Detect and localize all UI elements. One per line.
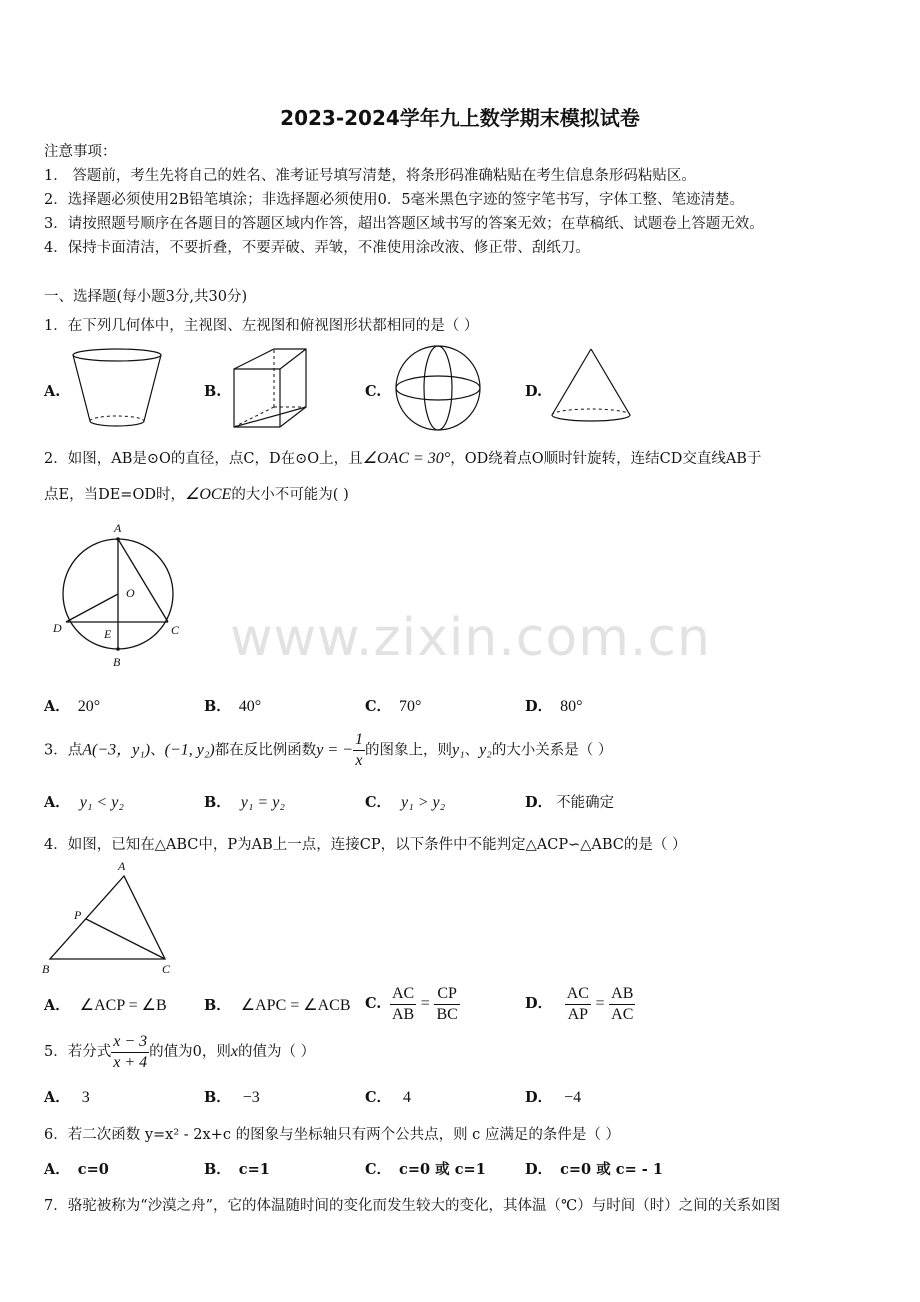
cup-frustum-figure [70, 345, 166, 431]
q2-option-d-label: D． [525, 698, 553, 715]
q6-option-c-value: c=0 或 c=1 [399, 1161, 486, 1178]
q6-option-d-value: c=0 或 c= - 1 [560, 1161, 663, 1178]
notice-item: 4．保持卡面清洁，不要折叠，不要弄破、弄皱，不准使用涂改液、修正带、刮纸刀。 [44, 240, 590, 256]
q2-text: 2．如图，AB是⊙O的直径，点C，D在⊙O上，且 [44, 451, 363, 467]
q7-stem: 7．骆驼被称为“沙漠之舟”，它的体温随时间的变化而发生较大的变化，其体温（℃）与时间（时）之间的关系如图 [44, 1198, 781, 1214]
q5-fraction-numerator: x − 3 [111, 1032, 149, 1053]
q4-option-a-value: ∠ACP = ∠B [79, 997, 167, 1014]
notice-item: 1． 答题前，考生先将自己的姓名、准考证号填写清楚，将条形码准确粘贴在考生信息条形码粘贴区。 [44, 168, 696, 184]
q3-y1: y₁ [451, 741, 465, 759]
q2-angle-oce: ∠OCE [184, 486, 232, 503]
notice-item: 3．请按照题号顺序在各题目的答题区域内作答，超出答题区域书写的答案无效；在草稿纸、试题卷上答题无效。 [44, 216, 764, 232]
q4-d-numerator-2: AB [609, 984, 635, 1005]
q4-c-numerator-2: CP [434, 984, 459, 1005]
q1-option-a-label: A. [44, 383, 61, 400]
q5-text: 的值为0，则 [149, 1044, 231, 1060]
notice-item: 2．选择题必须使用2B铅笔填涂；非选择题必须使用0．5毫米黑色字迹的签字笔书写，字体工整、笔迹清楚。 [44, 192, 745, 208]
notice-heading: 注意事项： [44, 144, 117, 160]
q3-text: 、 [150, 742, 165, 759]
q2-option-b-label: B． [204, 698, 231, 715]
q2-option-c-label: C． [365, 698, 392, 715]
triangle-abc-figure [38, 856, 184, 978]
q6-option-b-value: c=1 [238, 1161, 270, 1178]
q4-d-numerator-1: AC [565, 984, 591, 1005]
q3-text: 的图象上，则 [364, 742, 452, 759]
q4-d-denominator-1: AP [567, 1005, 589, 1023]
q3-point-b: (−1, y₂) [164, 741, 215, 759]
q5-text: 5．若分式 [44, 1044, 112, 1060]
point-label-e: E [104, 627, 112, 641]
q2-option-a-label: A． [44, 698, 70, 715]
q5-fraction-denominator: x + 4 [113, 1053, 148, 1071]
q5-option-c-label: C． [365, 1089, 392, 1106]
page-title: 2023-2024学年九上数学期末模拟试卷 [280, 106, 640, 130]
q2-option-b-value: 40° [238, 698, 262, 715]
q3-text: 3．点 [44, 742, 83, 759]
point-label-o: O [126, 586, 135, 600]
q2-angle-oac: ∠OAC = 30° [362, 450, 451, 467]
q1-option-d-label: D. [525, 383, 543, 400]
q3-option-a-value: y₁ < y₂ [79, 794, 124, 811]
point-label-d: D [53, 621, 62, 635]
q4-d-equals: = [595, 995, 605, 1012]
q4-d-denominator-2: AC [611, 1005, 634, 1023]
q4-option-c-label: C. [365, 995, 382, 1012]
q5-option-c-value: 4 [403, 1089, 412, 1106]
q2-option-d-value: 80° [560, 698, 583, 715]
q3-point-a: A(−3，y₁) [82, 741, 151, 759]
q3-option-d-label: D． [525, 794, 553, 811]
q6-stem: 6．若二次函数 y=x² - 2x+c 的图象与坐标轴只有两个公共点，则 c 应满足的条件是（ ） [44, 1127, 621, 1143]
point-label-p: P [74, 908, 82, 922]
point-label-a: A [118, 859, 126, 873]
q6-option-d-label: D． [525, 1161, 553, 1178]
q1-option-c-label: C. [365, 383, 382, 400]
circle-geometry-figure [50, 518, 190, 674]
q4-option-d-label: D． [525, 995, 553, 1012]
q2-text: ，OD绕着点O顺时针旋转，连结CD交直线AB于 [450, 451, 762, 467]
q6-option-b-label: B． [204, 1161, 231, 1178]
q5-option-d-value: −4 [564, 1089, 582, 1106]
q3-fraction-denominator: x [355, 752, 363, 769]
q6-option-a-label: A． [44, 1161, 70, 1178]
q2-text: 点E，当DE=OD时， [44, 487, 185, 503]
q3-option-b-label: B． [204, 794, 231, 811]
q4-c-equals: = [420, 995, 430, 1012]
q3-option-c-label: C． [365, 794, 392, 811]
q2-option-a-value: 20° [77, 698, 101, 715]
q2-option-c-value: 70° [399, 698, 422, 715]
q3-text: 的大小关系是（ ） [491, 742, 613, 759]
q3-function: y = − [316, 741, 353, 759]
q5-text: 的值为（ ） [237, 1044, 316, 1060]
q5-option-d-label: D． [525, 1089, 553, 1106]
q4-c-denominator-1: AB [391, 1005, 415, 1023]
q5-option-b-label: B． [204, 1089, 231, 1106]
point-label-c: C [171, 623, 180, 637]
q3-option-b-value: y₁ = y₂ [240, 794, 285, 811]
q3-fraction-numerator: 1 [353, 730, 365, 751]
q4-c-denominator-2: BC [436, 1005, 458, 1023]
q6-option-c-label: C． [365, 1161, 392, 1178]
q4-c-numerator-1: AC [390, 984, 416, 1005]
section-heading: 一、选择题(每小题3分,共30分) [44, 289, 248, 305]
q5-option-a-label: A． [44, 1089, 70, 1106]
cone-figure [548, 345, 634, 431]
q5-variable: x [230, 1043, 238, 1060]
q3-text: 、 [464, 742, 480, 759]
q3-option-d-value: 不能确定 [556, 795, 615, 811]
watermark: www.zixin.com.cn [230, 608, 711, 668]
sphere-figure [388, 344, 488, 432]
q3-text: 都在反比例函数 [214, 742, 317, 759]
q1-stem: 1．在下列几何体中，主视图、左视图和俯视图形状都相同的是（ ） [44, 318, 479, 334]
q1-option-b-label: B. [204, 383, 222, 400]
q4-stem: 4．如图，已知在△ABC中，P为AB上一点，连接CP，以下条件中不能判定△ACP∽△ABC的是（ ） [44, 837, 687, 853]
point-label-b: B [113, 655, 121, 669]
q5-option-b-value: −3 [242, 1089, 260, 1106]
point-label-c: C [162, 962, 171, 976]
point-label-a: A [114, 521, 122, 535]
q6-option-a-value: c=0 [77, 1161, 109, 1178]
q3-y2: y₂ [479, 741, 492, 759]
q4-option-b-label: B． [204, 997, 231, 1014]
q4-option-a-label: A． [44, 997, 70, 1014]
triangular-prism-figure [228, 345, 312, 431]
point-label-b: B [42, 962, 50, 976]
q3-option-a-label: A． [44, 794, 70, 811]
q4-option-b-value: ∠APC = ∠ACB [240, 997, 351, 1014]
q3-option-c-value: y₁ > y₂ [401, 794, 446, 811]
q2-text: 的大小不可能为( ) [231, 487, 349, 503]
q5-option-a-value: 3 [81, 1089, 90, 1106]
